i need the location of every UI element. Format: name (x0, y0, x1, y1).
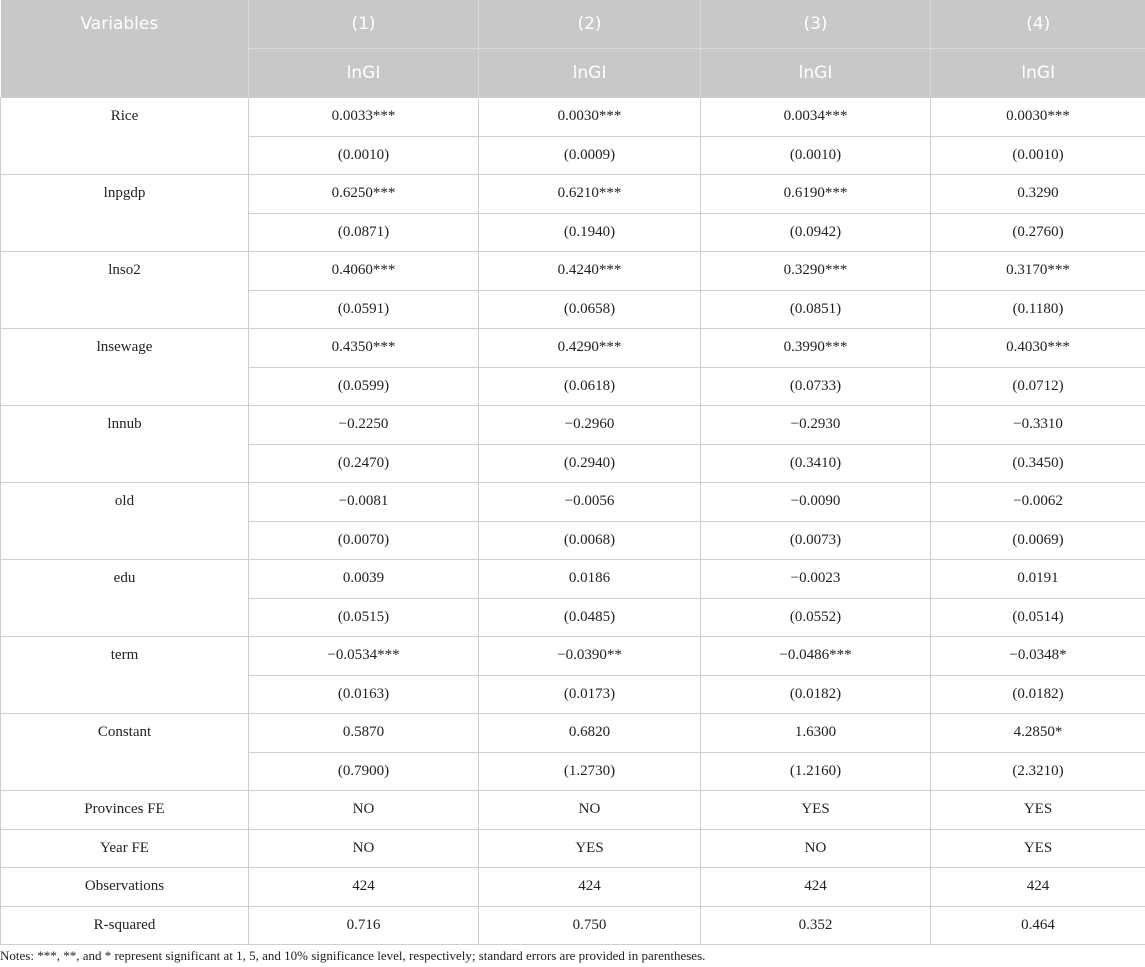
summary-cell: 0.716 (249, 906, 479, 945)
summary-cell: YES (701, 791, 931, 830)
coefficient-cell: 0.3290*** (701, 252, 931, 291)
std-error-cell: (0.1180) (931, 290, 1145, 329)
std-error-cell: (0.7900) (249, 752, 479, 791)
summary-label: Provinces FE (1, 791, 249, 830)
coefficient-cell: 0.3990*** (701, 329, 931, 368)
variable-name: old (1, 483, 249, 560)
coefficient-cell: −0.3310 (931, 406, 1145, 445)
variable-name: term (1, 637, 249, 714)
dependent-header-2: lnGI (479, 49, 701, 98)
std-error-cell: (0.0712) (931, 367, 1145, 406)
coefficient-cell: −0.0023 (701, 560, 931, 599)
std-error-cell: (0.0591) (249, 290, 479, 329)
summary-label: Year FE (1, 829, 249, 868)
table-header (1, 0, 1145, 98)
coefficient-cell: 0.5870 (249, 714, 479, 753)
coef-row (1, 714, 1145, 753)
summary-row (1, 906, 1145, 945)
variable-name: lnsewage (1, 329, 249, 406)
std-error-cell: (0.0658) (479, 290, 701, 329)
coef-row (1, 175, 1145, 214)
std-error-cell: (0.0010) (931, 136, 1145, 175)
summary-cell: NO (701, 829, 931, 868)
coefficient-cell: 0.6250*** (249, 175, 479, 214)
std-error-cell: (0.0618) (479, 367, 701, 406)
variable-name: lnpgdp (1, 175, 249, 252)
variable-name: lnnub (1, 406, 249, 483)
coefficient-cell: −0.2250 (249, 406, 479, 445)
std-error-cell: (2.3210) (931, 752, 1145, 791)
coef-row (1, 483, 1145, 522)
std-error-cell: (0.0514) (931, 598, 1145, 637)
dependent-header-1: lnGI (249, 49, 479, 98)
summary-label: R-squared (1, 906, 249, 945)
coefficient-cell: 0.0186 (479, 560, 701, 599)
coefficient-cell: 0.4030*** (931, 329, 1145, 368)
std-error-cell: (0.0173) (479, 675, 701, 714)
variable-name: lnso2 (1, 252, 249, 329)
std-error-cell: (0.0010) (701, 136, 931, 175)
std-error-cell: (0.0068) (479, 521, 701, 560)
std-error-cell: (0.0552) (701, 598, 931, 637)
coefficient-cell: −0.2960 (479, 406, 701, 445)
std-error-cell: (0.0073) (701, 521, 931, 560)
coefficient-cell: 0.6210*** (479, 175, 701, 214)
summary-cell: 424 (479, 868, 701, 907)
std-error-cell: (0.0942) (701, 213, 931, 252)
summary-cell: 424 (931, 868, 1145, 907)
coefficient-cell: 0.0030*** (931, 98, 1145, 137)
std-error-cell: (0.0182) (701, 675, 931, 714)
std-error-cell: (0.0069) (931, 521, 1145, 560)
summary-cell: 0.464 (931, 906, 1145, 945)
summary-cell: YES (931, 791, 1145, 830)
coefficient-cell: 0.4240*** (479, 252, 701, 291)
std-error-cell: (0.0163) (249, 675, 479, 714)
std-error-cell: (0.2470) (249, 444, 479, 483)
summary-cell: NO (249, 791, 479, 830)
column-header-4: (4) (931, 0, 1145, 49)
std-error-cell: (0.0871) (249, 213, 479, 252)
variables-header: Variables (1, 0, 249, 98)
std-error-cell: (1.2730) (479, 752, 701, 791)
coefficient-cell: 0.0030*** (479, 98, 701, 137)
std-error-cell: (0.0515) (249, 598, 479, 637)
coefficient-cell: −0.2930 (701, 406, 931, 445)
variable-name: Rice (1, 98, 249, 175)
coef-row (1, 98, 1145, 137)
std-error-cell: (0.0009) (479, 136, 701, 175)
coefficient-cell: 1.6300 (701, 714, 931, 753)
header-row-columns (1, 0, 1145, 49)
coefficient-cell: 0.0033*** (249, 98, 479, 137)
std-error-cell: (0.0485) (479, 598, 701, 637)
std-error-cell: (0.0733) (701, 367, 931, 406)
summary-cell: 0.750 (479, 906, 701, 945)
column-header-1: (1) (249, 0, 479, 49)
std-error-cell: (0.3450) (931, 444, 1145, 483)
coefficient-cell: −0.0390** (479, 637, 701, 676)
std-error-cell: (0.3410) (701, 444, 931, 483)
std-error-cell: (0.2940) (479, 444, 701, 483)
coefficient-cell: 0.0034*** (701, 98, 931, 137)
coefficient-cell: −0.0062 (931, 483, 1145, 522)
coef-row (1, 329, 1145, 368)
std-error-cell: (1.2160) (701, 752, 931, 791)
summary-label: Observations (1, 868, 249, 907)
summary-row (1, 829, 1145, 868)
std-error-cell: (0.0851) (701, 290, 931, 329)
std-error-cell: (0.0599) (249, 367, 479, 406)
coefficient-cell: 0.6820 (479, 714, 701, 753)
coefficient-cell: −0.0348* (931, 637, 1145, 676)
coefficient-cell: 4.2850* (931, 714, 1145, 753)
column-header-3: (3) (701, 0, 931, 49)
coefficient-cell: 0.0039 (249, 560, 479, 599)
coefficient-cell: 0.6190*** (701, 175, 931, 214)
coefficient-cell: −0.0486*** (701, 637, 931, 676)
coef-row (1, 252, 1145, 291)
summary-cell: 424 (249, 868, 479, 907)
summary-row (1, 791, 1145, 830)
table-body (1, 98, 1145, 945)
coefficient-cell: 0.4350*** (249, 329, 479, 368)
coefficient-cell: 0.0191 (931, 560, 1145, 599)
coefficient-cell: −0.0056 (479, 483, 701, 522)
coef-row (1, 637, 1145, 676)
std-error-cell: (0.0070) (249, 521, 479, 560)
summary-cell: 424 (701, 868, 931, 907)
coefficient-cell: −0.0081 (249, 483, 479, 522)
summary-cell: NO (249, 829, 479, 868)
summary-cell: 0.352 (701, 906, 931, 945)
std-error-cell: (0.0182) (931, 675, 1145, 714)
summary-cell: NO (479, 791, 701, 830)
variable-name: Constant (1, 714, 249, 791)
coef-row (1, 560, 1145, 599)
variable-name: edu (1, 560, 249, 637)
summary-cell: YES (931, 829, 1145, 868)
coefficient-cell: −0.0090 (701, 483, 931, 522)
coefficient-cell: 0.4060*** (249, 252, 479, 291)
coefficient-cell: 0.3290 (931, 175, 1145, 214)
std-error-cell: (0.1940) (479, 213, 701, 252)
std-error-cell: (0.0010) (249, 136, 479, 175)
std-error-cell: (0.2760) (931, 213, 1145, 252)
coefficient-cell: 0.4290*** (479, 329, 701, 368)
summary-row (1, 868, 1145, 907)
coefficient-cell: 0.3170*** (931, 252, 1145, 291)
coefficient-cell: −0.0534*** (249, 637, 479, 676)
coef-row (1, 406, 1145, 445)
summary-cell: YES (479, 829, 701, 868)
table-notes: Notes: ***, **, and * represent significant at 1, 5, and 10% significance level, respectively; standard errors are provided in parentheses. (0, 948, 706, 963)
column-header-2: (2) (479, 0, 701, 49)
dependent-header-3: lnGI (701, 49, 931, 98)
dependent-header-4: lnGI (931, 49, 1145, 98)
